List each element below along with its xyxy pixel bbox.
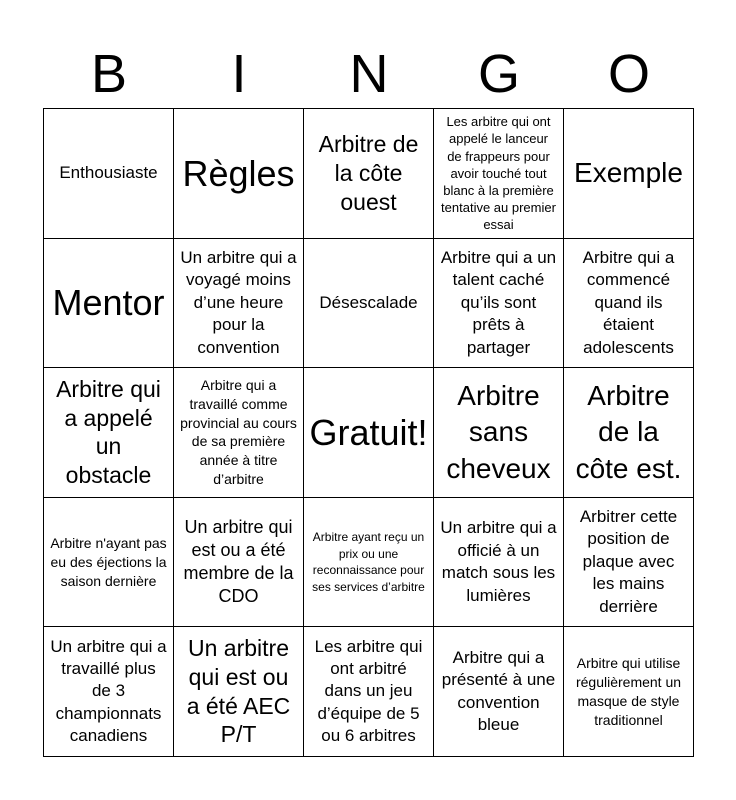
bingo-cell-text: Arbitre qui utilise régulièrement un masque de style traditionnel [575, 654, 682, 728]
bingo-cell-text: Un arbitre qui est ou a été AEC P/T [186, 635, 291, 748]
bingo-cell-text: Arbitre qui a travaillé comme provincial au cours de sa première année à titre d’arbitre [180, 376, 297, 488]
bingo-cell[interactable] [174, 368, 304, 498]
bingo-cell[interactable] [304, 368, 434, 498]
bingo-cell[interactable] [434, 498, 564, 628]
bingo-cell-text: Un arbitre qui est ou a été membre de la CDO [183, 517, 294, 607]
bingo-cell-text: Arbitre qui a appelé un obstacle [56, 375, 161, 489]
bingo-cell-text: Arbitre qui a un talent caché qu’ils sont prêts à partager [440, 247, 557, 357]
bingo-cell-text: Arbitre de la côte est. [575, 379, 682, 484]
bingo-cell[interactable] [304, 627, 434, 757]
bingo-cell[interactable] [44, 368, 174, 498]
bingo-cell-text: Arbitre qui a commencé quand ils étaient adolescents [582, 247, 675, 357]
bingo-cell[interactable] [44, 627, 174, 757]
bingo-cell[interactable] [44, 498, 174, 628]
bingo-cell-text: Arbitre ayant reçu un prix ou une reconnaissance pour ses services d’arbitre [312, 529, 425, 594]
bingo-card-grid [43, 108, 694, 757]
bingo-cell-text: Désescalade [319, 292, 418, 312]
bingo-cell[interactable] [564, 627, 694, 757]
bingo-cell[interactable] [434, 368, 564, 498]
bingo-cell[interactable] [174, 627, 304, 757]
bingo-cell-text: Un arbitre qui a officié à un match sous les lumières [440, 518, 557, 605]
header-letter-o: O [607, 44, 650, 104]
bingo-cell-text: Arbitrer cette position de plaque avec les mains derrière [579, 506, 678, 616]
bingo-cell-text: Exemple [574, 157, 683, 189]
bingo-cell[interactable] [44, 239, 174, 369]
bingo-cell[interactable] [304, 498, 434, 628]
bingo-cell[interactable] [174, 239, 304, 369]
bingo-cell[interactable] [564, 239, 694, 369]
bingo-cell-text: Les arbitre qui ont arbitré dans un jeu d’équipe de 5 ou 6 arbitres [314, 636, 423, 746]
bingo-cell[interactable] [564, 368, 694, 498]
bingo-cell-text: Les arbitre qui ont appelé le lanceur de frappeurs pour avoir touché tout blanc à la première tentative au premier essai [441, 114, 556, 233]
bingo-cell[interactable] [564, 109, 694, 239]
bingo-cell[interactable] [434, 627, 564, 757]
bingo-cell-text: Un arbitre qui a travaillé plus de 3 championnats canadiens [50, 636, 167, 746]
bingo-cell-text: Règles [182, 152, 295, 194]
bingo-cell[interactable] [174, 109, 304, 239]
bingo-cell[interactable] [564, 498, 694, 628]
bingo-cell-text: Arbitre sans cheveux [446, 379, 551, 484]
header-letter-g: G [477, 44, 520, 104]
bingo-header [44, 40, 694, 108]
bingo-cell-text: Arbitre de la côte ouest [318, 131, 419, 215]
bingo-cell-text: Arbitre qui a présenté à une convention bleue [441, 647, 556, 735]
header-letter-b: B [90, 44, 128, 104]
bingo-cell[interactable] [304, 109, 434, 239]
bingo-cell[interactable] [174, 498, 304, 628]
bingo-cell-text: Arbitre n'ayant pas eu des éjections la saison dernière [50, 534, 167, 589]
header-letter-n: N [349, 44, 389, 104]
bingo-cell-text: Mentor [52, 282, 165, 324]
bingo-cell[interactable] [304, 239, 434, 369]
bingo-cell-text: Enthousiaste [59, 163, 158, 183]
bingo-cell[interactable] [434, 239, 564, 369]
bingo-cell[interactable] [434, 109, 564, 239]
header-letter-i: I [231, 44, 247, 104]
bingo-cell-text: Gratuit! [309, 411, 428, 453]
bingo-cell[interactable] [44, 109, 174, 239]
bingo-cell-text: Un arbitre qui a voyagé moins d’une heure pour la convention [180, 247, 297, 357]
